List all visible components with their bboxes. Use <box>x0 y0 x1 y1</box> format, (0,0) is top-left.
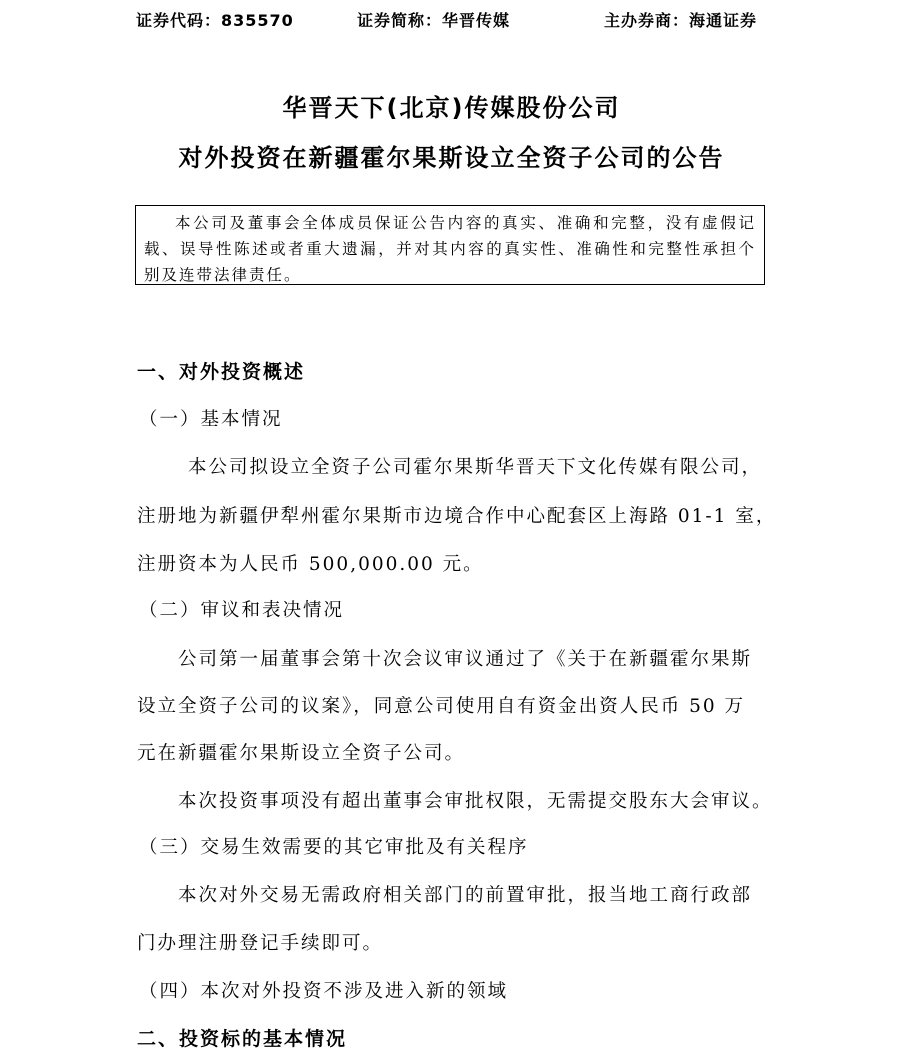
paragraph-line: 本次对外交易无需政府相关部门的前置审批，报当地工商行政部 <box>178 885 753 906</box>
announcement-title: 对外投资在新疆霍尔果斯设立全资子公司的公告 <box>178 144 725 172</box>
paragraph-line: 注册地为新疆伊犁州霍尔果斯市边境合作中心配套区上海路 01-1 室， <box>137 506 777 527</box>
paragraph-line: 公司第一届董事会第十次会议审议通过了《关于在新疆霍尔果斯 <box>178 649 753 670</box>
company-title: 华晋天下(北京)传媒股份公司 <box>282 94 621 122</box>
document-header <box>0 8 903 34</box>
disclaimer-box: 本公司及董事会全体成员保证公告内容的真实、准确和完整，没有虚假记载、误导性陈述或者重大遗漏，并对其内容的真实性、准确性和完整性承担个别及连带法律责任。 <box>135 205 765 285</box>
lead-broker: 主办券商：海通证券 <box>604 11 758 30</box>
paragraph-line: 本公司拟设立全资子公司霍尔果斯华晋天下文化传媒有限公司， <box>188 457 763 478</box>
paragraph-line: 元在新疆霍尔果斯设立全资子公司。 <box>137 743 466 764</box>
subsection-heading-new-field: （四）本次对外投资不涉及进入新的领域 <box>139 981 509 1002</box>
subsection-heading-approval: （三）交易生效需要的其它审批及有关程序 <box>139 837 529 858</box>
paragraph-line: 门办理注册登记手续即可。 <box>137 933 384 954</box>
paragraph-line: 注册资本为人民币 500,000.00 元。 <box>137 554 484 575</box>
paragraph-line: 本次投资事项没有超出董事会审批权限，无需提交股东大会审议。 <box>178 791 773 812</box>
section-heading-overview: 一、对外投资概述 <box>137 361 306 383</box>
subsection-heading-basic: （一）基本情况 <box>139 409 283 430</box>
subsection-heading-review: （二）审议和表决情况 <box>139 600 345 621</box>
section-heading-target: 二、投资标的基本情况 <box>137 1028 348 1050</box>
security-code: 证券代码：835570 <box>136 11 294 30</box>
security-abbreviation: 证券简称：华晋传媒 <box>357 11 511 30</box>
paragraph-line: 设立全资子公司的议案》，同意公司使用自有资金出资人民币 50 万 <box>137 696 746 717</box>
